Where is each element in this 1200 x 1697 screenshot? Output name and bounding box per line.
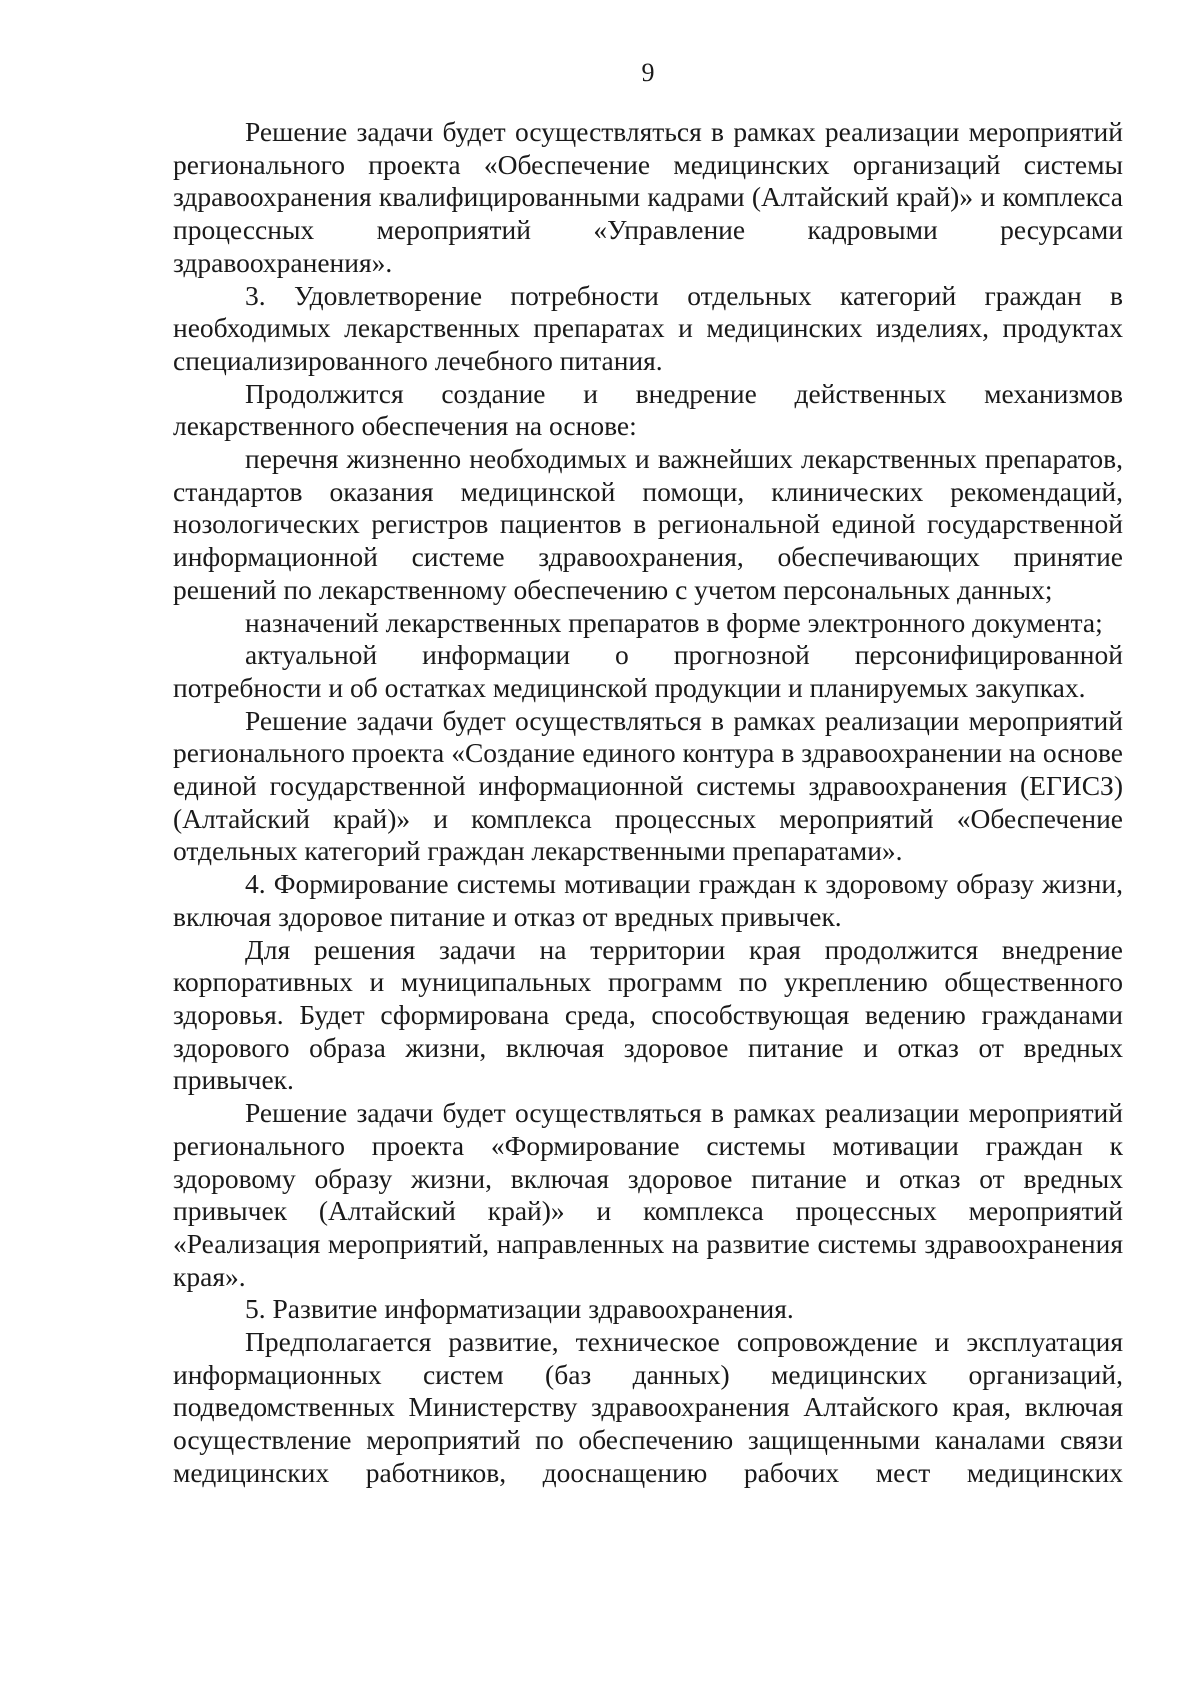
paragraph-3: Продолжится создание и внедрение действенных механизмов лекарственного обеспечения на основе: xyxy=(173,377,1123,442)
paragraph-4: перечня жизненно необходимых и важнейших лекарственных препаратов, стандартов оказания медицинской помощи, клинических рекомендаций, нозологических регистров пациентов в региональной единой государственной информационной системе здравоохранения, обеспечивающих принятие решений по лекарственному обеспечению с учетом персональных данных; xyxy=(173,443,1123,605)
paragraph-10: Решение задачи будет осуществляться в рамках реализации мероприятий регионального проекта «Формирование системы мотивации граждан к здоровому образу жизни, включая здоровое питание и отказ от вредных привычек (Алтайский край)» и комплекса процессных мероприятий «Реализация мероприятий, направленных на развитие системы здравоохранения края». xyxy=(173,1097,1123,1292)
paragraph-6: актуальной информации о прогнозной персонифицированной потребности и об остатках медицинской продукции и планируемых закупках. xyxy=(173,639,1123,703)
paragraph-5: назначений лекарственных препаратов в форме электронного документа; xyxy=(245,606,1103,638)
paragraph-11: 5. Развитие информатизации здравоохранения. xyxy=(245,1293,794,1325)
paragraph-8: 4. Формирование системы мотивации граждан к здоровому образу жизни, включая здоровое питание и отказ от вредных привычек. xyxy=(173,868,1123,932)
paragraph-2: 3. Удовлетворение потребности отдельных категорий граждан в необходимых лекарственных препаратах и медицинских изделиях, продуктах специализированного лечебного питания. xyxy=(173,279,1123,376)
paragraph-12-last-line-justified: Предполагается развитие, техническое сопровождение и эксплуатация информационных систем (баз данных) медицинских организаций, подведомственных Министерству здравоохранения Алтайского края, включая осуществление мероприятий по обеспечению защищенными каналами связи медицинских работников, дооснащению рабочих мест медицинских xyxy=(173,1326,1123,1488)
paragraph-9: Для решения задачи на территории края продолжится внедрение корпоративных и муниципальных программ по укреплению общественного здоровья. Будет сформирована среда, способствующая ведению гражданами здорового образа жизни, включая здоровое питание и отказ от вредных привычек. xyxy=(173,933,1123,1096)
paragraph-1: Решение задачи будет осуществляться в рамках реализации мероприятий регионального проекта «Обеспечение медицинских организаций системы здравоохранения квалифицированными кадрами (Алтайский край)» и комплекса процессных мероприятий «Управление кадровыми ресурсами здравоохранения». xyxy=(173,116,1123,278)
page-number: 9 xyxy=(641,58,655,87)
document-body xyxy=(173,116,1123,1490)
paragraph-7: Решение задачи будет осуществляться в рамках реализации мероприятий регионального проекта «Создание единого контура в здравоохранении на основе единой государственной информационной системы здравоохранения (ЕГИСЗ) (Алтайский край)» и комплекса процессных мероприятий «Обеспечение отдельных категорий граждан лекарственными препаратами». xyxy=(173,704,1123,867)
